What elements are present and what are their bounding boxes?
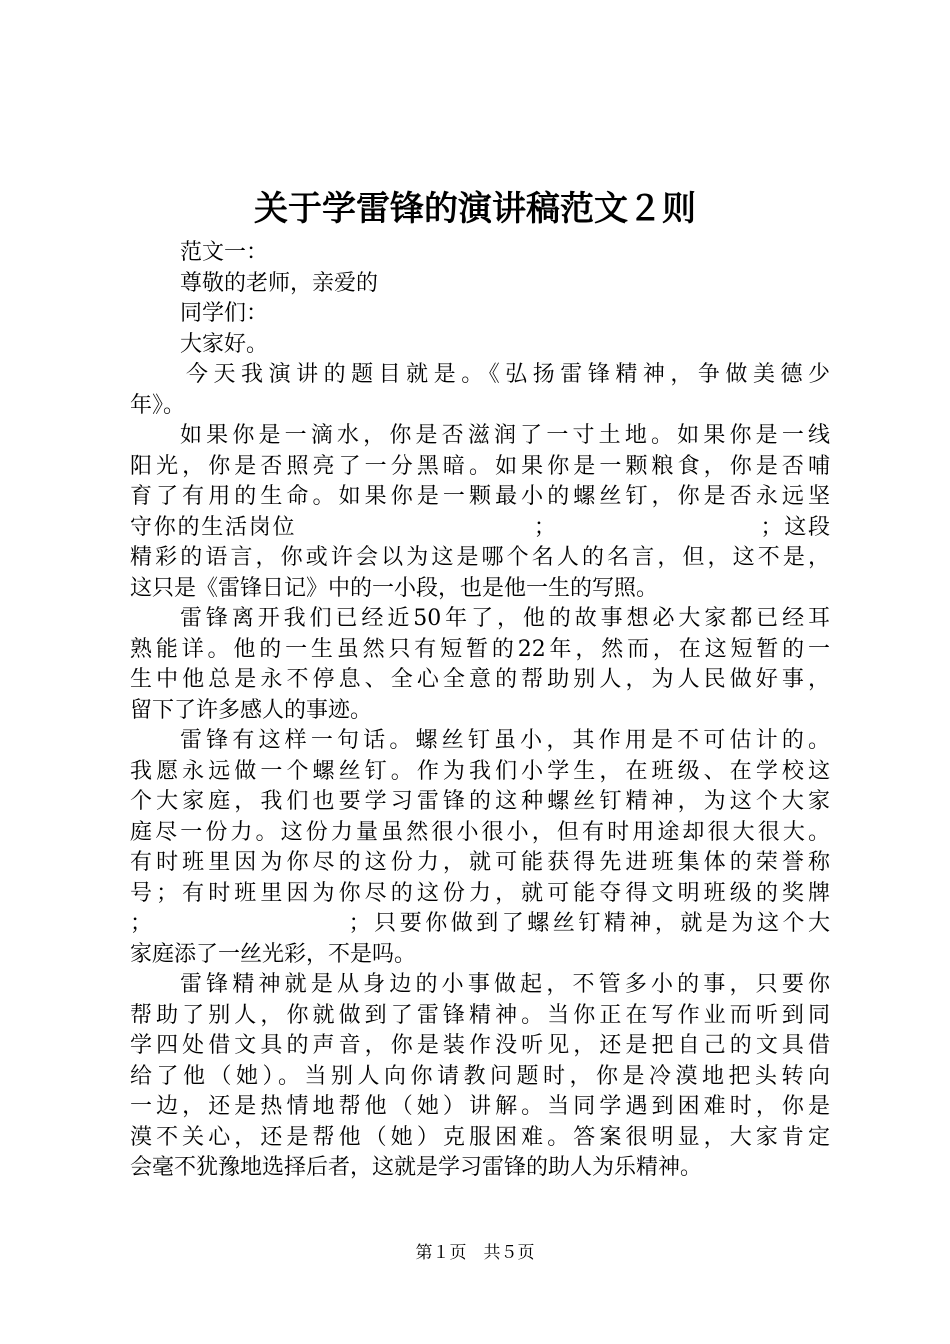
- text-line: 育了有用的生命。如果你是一颗最小的螺丝钉，你是否永远坚: [130, 484, 830, 509]
- text-line: 大家好。: [180, 331, 269, 357]
- text-line: 给了他（她）。当别人向你请教问题时，你是冷漠地把头转向: [130, 1063, 830, 1089]
- text-line: 阳光，你是否照亮了一分黑暗。如果你是一颗粮食，你是否哺: [130, 453, 830, 479]
- text-line: 号；有时班里因为你尽的这份力，就可能夺得文明班级的奖牌: [130, 880, 830, 906]
- text-line: 帮助了别人，你就做到了雷锋精神。当你正在写作业而听到同: [130, 1002, 830, 1028]
- text-line: ； ；只要你做到了螺丝钉精神，就是为这个大: [130, 911, 830, 936]
- text-line: 有时班里因为你尽的这份力，就可能获得先进班集体的荣誉称: [130, 850, 830, 875]
- text-line: 同学们：: [180, 301, 269, 326]
- text-line: 雷锋离开我们已经近50年了，他的故事想必大家都已经耳: [180, 606, 830, 631]
- text-line: 范文一：: [180, 240, 269, 265]
- text-line: 年》。: [130, 392, 186, 418]
- text-line: 这只是《雷锋日记》中的一小段，也是他一生的写照。: [130, 575, 659, 601]
- page-footer: 第１页 共５页: [415, 1243, 535, 1263]
- text-line: 熟能详。他的一生虽然只有短暂的22年，然而，在这短暂的一: [130, 636, 830, 662]
- text-line: 家庭添了一丝光彩，不是吗。: [130, 941, 417, 967]
- text-line: 雷锋精神就是从身边的小事做起，不管多小的事，只要你: [180, 972, 830, 997]
- text-line: 守你的生活岗位 ； ；这段: [130, 514, 830, 540]
- text-line: 生中他总是永不停息、全心全意的帮助别人，为人民做好事，: [130, 667, 830, 692]
- text-line: 尊敬的老师，亲爱的: [180, 270, 379, 296]
- text-line: 学四处借文具的声音，你是装作没听见，还是把自己的文具借: [130, 1033, 830, 1058]
- text-line: 会毫不犹豫地选择后者，这就是学习雷锋的助人为乐精神。: [130, 1155, 703, 1180]
- document-body: [130, 238, 830, 1184]
- text-line: 庭尽一份力。这份力量虽然很小很小，但有时用途却很大很大。: [130, 819, 830, 845]
- text-line: 精彩的语言，你或许会以为这是哪个名人的名言，但，这不是，: [130, 545, 830, 570]
- text-line: 雷锋有这样一句话。螺丝钉虽小，其作用是不可估计的。: [180, 728, 830, 753]
- text-line: 个大家庭，我们也要学习雷锋的这种螺丝钉精神，为这个大家: [130, 789, 830, 814]
- text-line: 留下了许多感人的事迹。: [130, 697, 373, 723]
- text-line: 如果你是一滴水，你是否滋润了一寸土地。如果你是一线: [180, 423, 830, 448]
- text-line: 漠不关心，还是帮他（她）克服困难。答案很明显，大家肯定: [130, 1124, 830, 1150]
- text-line: 我愿永远做一个螺丝钉。作为我们小学生，在班级、在学校这: [130, 758, 830, 784]
- text-line: 今天我演讲的题目就是。《弘扬雷锋精神，争做美德少: [186, 362, 830, 387]
- text-line: 一边，还是热情地帮他（她）讲解。当同学遇到困难时，你是: [130, 1094, 830, 1119]
- document-title: 关于学雷锋的演讲稿范文２则: [254, 189, 696, 229]
